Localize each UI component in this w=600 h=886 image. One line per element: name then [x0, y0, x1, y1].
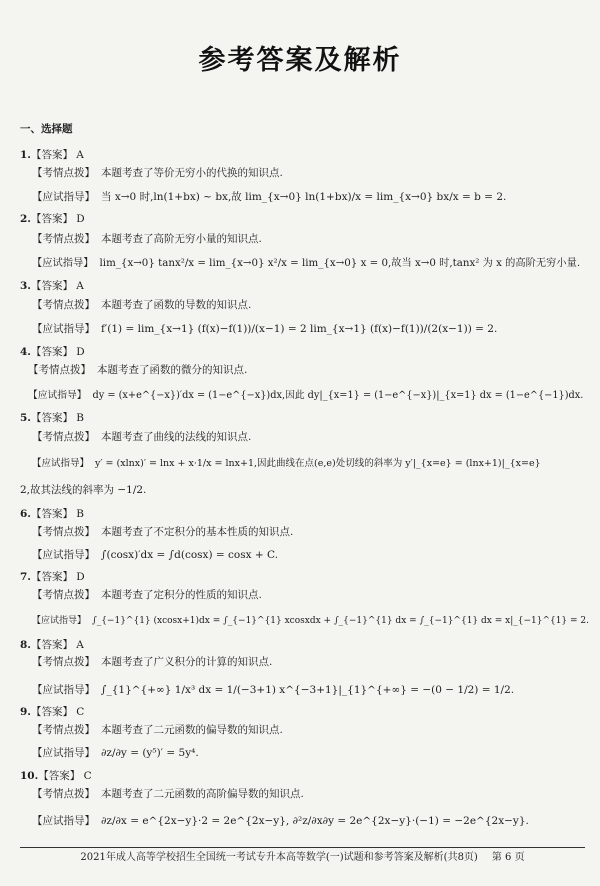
point-line [28, 364, 247, 377]
point-label: 【考情点拨】 [28, 364, 91, 376]
question-number: 6. [20, 508, 31, 520]
answer-line [20, 213, 85, 226]
point-line [32, 233, 262, 246]
answer-line [20, 508, 84, 521]
point-label: 【考情点拨】 [32, 788, 95, 800]
answer-line [20, 770, 92, 783]
question-number: 9. [20, 706, 31, 718]
answer-text: 【答案】 C [38, 770, 92, 782]
question-number: 10. [20, 770, 39, 782]
guide-text: ∂z/∂x = e^{2x−y}·2 = 2e^{2x−y}, ∂²z/∂x∂y = 2e^{2x−y}·(−1) = −2e^{2x−y}. [101, 815, 529, 827]
question-number: 8. [20, 639, 31, 651]
answer-line [20, 280, 84, 293]
guide-label: 【应试指导】 [32, 747, 95, 759]
answer-text: 【答案】 D [30, 571, 85, 583]
guide-text: ∫(cosx)′dx = ∫d(cosx) = cosx + C. [101, 549, 279, 561]
question-number: 3. [20, 280, 31, 292]
guide-line [32, 684, 514, 697]
answer-line [20, 346, 85, 359]
guide-label: 【应试指导】 [32, 684, 95, 696]
point-text: 本题考查了二元函数的高阶偏导数的知识点. [101, 788, 304, 800]
guide-label: 【应试指导】 [32, 323, 95, 335]
footer-page-number: 第 6 页 [491, 852, 525, 863]
guide-label: 【应试指导】 [28, 390, 87, 401]
section-heading: 一、选择题 [20, 123, 73, 135]
answer-text: 【答案】 A [30, 639, 84, 651]
guide-line [32, 323, 497, 336]
answer-line [20, 639, 84, 652]
guide-line [32, 615, 589, 628]
guide-line [32, 457, 541, 470]
guide-line [32, 747, 199, 760]
answer-text: 【答案】 D [30, 346, 85, 358]
question-number: 1. [20, 149, 31, 161]
footer-text: 2021年成人高等学校招生全国统一考试专升本高等数学(一)试题和参考答案及解析(共8页) [80, 852, 478, 863]
question-number: 4. [20, 346, 31, 358]
point-text: 本题考查了定积分的性质的知识点. [101, 589, 262, 601]
point-line [32, 589, 262, 602]
guide-text: dy = (x+e^{−x})′dx = (1−e^{−x})dx,因此 dy|_{x=1} = (1−e^{−x})|_{x=1} dx = (1−e^{−1})dx. [92, 390, 584, 401]
point-label: 【考情点拨】 [32, 233, 95, 245]
answer-text: 【答案】 A [30, 149, 84, 161]
answer-text: 【答案】 D [30, 213, 85, 225]
answer-text: 【答案】 C [30, 706, 85, 718]
answer-line [20, 412, 84, 425]
answer-text: 【答案】 B [30, 508, 85, 520]
point-label: 【考情点拨】 [32, 299, 95, 311]
guide-line [32, 549, 278, 562]
point-text: 本题考查了等价无穷小的代换的知识点. [101, 167, 283, 179]
point-label: 【考情点拨】 [32, 656, 95, 668]
guide-line [32, 191, 506, 204]
question-number: 5. [20, 412, 31, 424]
guide-text: ∫_{1}^{+∞} 1/x³ dx = 1/(−3+1) x^{−3+1}|_{1}^{+∞} = −(0 − 1/2) = 1/2. [101, 684, 515, 696]
guide-text: f′(1) = lim_{x→1} (f(x)−f(1))/(x−1) = 2 lim_{x→1} (f(x)−f(1))/(2(x−1)) = 2. [101, 323, 498, 335]
guide-text: lim_{x→0} tanx²/x = lim_{x→0} x²/x = lim_{x→0} x = 0,故当 x→0 时,tanx² 为 x 的高阶无穷小量. [99, 257, 581, 269]
point-line [32, 724, 283, 737]
point-line [32, 526, 293, 539]
answer-text: 【答案】 A [30, 280, 84, 292]
point-text: 本题考查了二元函数的偏导数的知识点. [101, 724, 283, 736]
question-number: 2. [20, 213, 31, 225]
point-label: 【考情点拨】 [32, 431, 95, 443]
answer-line [20, 149, 84, 162]
page-title: 参考答案及解析 [198, 45, 402, 76]
point-line [32, 788, 304, 801]
guide-label: 【应试指导】 [32, 815, 95, 827]
guide-line [28, 389, 583, 402]
answer-line [20, 571, 85, 584]
point-text: 本题考查了曲线的法线的知识点. [101, 431, 252, 443]
guide-text: ∫_{−1}^{1} (xcosx+1)dx = ∫_{−1}^{1} xcosxdx + ∫_{−1}^{1} dx = ∫_{−1}^{1} dx = x|_{−1}^{1} = 2. [92, 616, 590, 626]
point-text: 本题考查了不定积分的基本性质的知识点. [101, 526, 294, 538]
answer-line [20, 706, 84, 719]
point-label: 【考情点拨】 [32, 167, 95, 179]
guide-line [32, 257, 580, 270]
point-label: 【考情点拨】 [32, 589, 95, 601]
point-label: 【考情点拨】 [32, 526, 95, 538]
guide-label: 【应试指导】 [32, 616, 87, 626]
guide-line [32, 815, 529, 828]
guide-text: 当 x→0 时,ln(1+bx) ~ bx,故 lim_{x→0} ln(1+bx)/x = lim_{x→0} bx/x = b = 2. [101, 191, 507, 203]
answer-text: 【答案】 B [30, 412, 85, 424]
point-line [32, 431, 251, 444]
page-footer [20, 847, 585, 868]
guide-continuation: 2,故其法线的斜率为 −1/2. [20, 484, 147, 496]
guide-label: 【应试指导】 [32, 549, 95, 561]
guide-text: y′ = (xlnx)′ = lnx + x·1/x = lnx+1,因此曲线在点(e,e)处切线的斜率为 y′|_{x=e} = (lnx+1)|_{x=e} [95, 458, 541, 469]
point-line [32, 656, 272, 669]
question-number: 7. [20, 571, 31, 583]
point-text: 本题考查了函数的导数的知识点. [101, 299, 252, 311]
guide-label: 【应试指导】 [32, 257, 94, 269]
guide-label: 【应试指导】 [32, 191, 95, 203]
guide-label: 【应试指导】 [32, 458, 90, 469]
point-line [32, 299, 251, 312]
point-label: 【考情点拨】 [32, 724, 95, 736]
point-text: 本题考查了函数的微分的知识点. [97, 364, 248, 376]
guide-text: ∂z/∂y = (y⁵)′ = 5y⁴. [101, 747, 199, 759]
point-text: 本题考查了高阶无穷小量的知识点. [101, 233, 262, 245]
point-line [32, 167, 283, 180]
point-text: 本题考查了广义积分的计算的知识点. [101, 656, 273, 668]
